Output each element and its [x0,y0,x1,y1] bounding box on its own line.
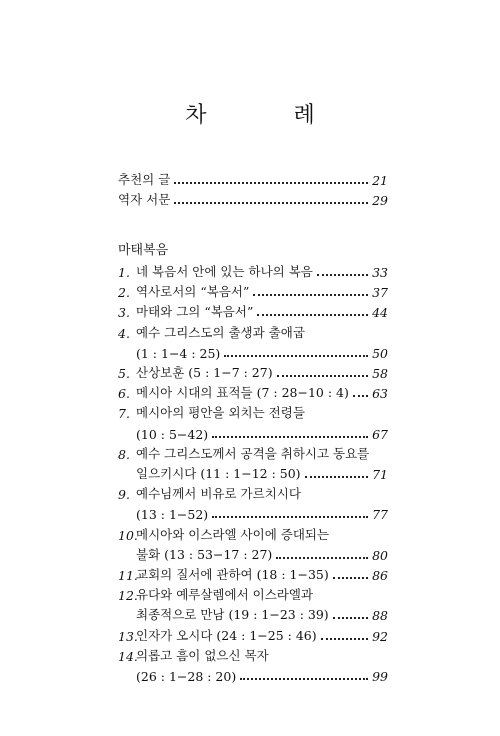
leader-dots [305,476,369,478]
toc-entry [118,381,388,401]
page-number: 37 [372,285,388,301]
page-number: 86 [372,568,388,583]
leader-dots [174,202,368,204]
chapter-number: 6. [118,386,130,402]
page-number: 44 [372,305,388,321]
entry-text: 메시아 시대의 표적들 (7 : 28−10 : 4) [136,385,349,401]
chapter-number: 13. [118,628,138,644]
leader-dots [317,274,368,276]
page-number: 58 [372,366,388,381]
page-number: 21 [372,173,388,188]
entry-text: 네 복음서 안에 있는 하나의 복음 [136,264,313,279]
page-number: 63 [372,386,388,402]
toc-entry [118,583,388,603]
entry-text: 역사로서의 “복음서” [136,284,250,300]
chapter-number: 9. [118,487,130,503]
page-number: 33 [372,265,388,280]
leader-dots [333,577,368,579]
toc-entry [118,280,388,300]
entry-text: 예수님께서 비유로 가르치시다 [136,486,301,502]
chapter-number: 11. [118,568,138,583]
toc-entry [118,482,388,502]
leader-dots [240,678,368,680]
page-number: 80 [372,547,388,563]
toc-entry [118,563,388,583]
entry-text: (13 : 1−52) [136,507,209,523]
entry-text: 메시아와 이스라엘 사이에 증대되는 [136,526,330,542]
entry-text: 의롭고 흠이 없으신 목자 [136,647,269,663]
leader-dots [333,617,368,619]
toc-entry [118,401,388,421]
leader-dots [353,395,368,397]
leader-dots [224,355,368,357]
leader-dots [174,182,368,184]
entry-text: 교회의 질서에 관하여 (18 : 1−35) [136,567,329,582]
toc-entry [118,442,388,462]
entry-text: (10 : 5−42) [136,426,209,442]
page-number: 88 [372,608,388,624]
chapter-number: 3. [118,305,130,321]
entry-text: 불화 (13 : 53−17 : 27) [136,546,273,562]
toc-entry-continuation [118,502,388,522]
chapter-number: 7. [118,406,130,422]
toc-entry-continuation [118,341,388,361]
entry-text: 예수 그리스도께서 공격을 취하시고 동요를 [136,445,370,461]
leader-dots [253,294,368,296]
toc-entry [118,300,388,320]
section-heading: 마태복음 [118,243,169,258]
toc-entry [118,644,388,664]
entry-text: 산상보훈 (5 : 1−7 : 27) [136,365,273,380]
entry-text: (26 : 1−28 : 20) [136,669,237,684]
toc-entry [118,260,388,280]
entry-text: 메시아의 평안을 외치는 전령들 [136,405,305,421]
page-number: 29 [372,193,388,208]
toc-entry-continuation [118,462,388,482]
leader-dots [212,436,368,438]
entry-text: 최종적으로 만남 (19 : 1−23 : 39) [136,607,329,623]
leader-dots [276,557,368,559]
leader-dots [257,314,368,316]
chapter-number: 5. [118,366,130,381]
page-number: 67 [372,426,388,442]
chapter-number: 12. [118,588,138,604]
chapter-number: 14. [118,648,138,664]
toc-entry [118,321,388,341]
toc-entry [118,361,388,381]
leader-dots [321,638,368,640]
chapter-number: 1. [118,265,130,280]
page-number: 71 [372,467,388,482]
entry-text: 역자 서문 [118,192,171,207]
toc-entry-continuation [118,422,388,442]
toc-entry [118,624,388,644]
page-number: 92 [372,628,388,644]
entry-text: 마태와 그의 “복음서” [136,304,254,320]
front-entry [118,168,388,188]
front-entry [118,188,388,208]
leader-dots [212,516,368,518]
chapter-number: 8. [118,446,130,462]
page-title: 차 례 [185,103,355,128]
toc-entry [118,523,388,543]
toc-entry-continuation [118,543,388,563]
toc-entry-continuation [118,603,388,623]
entry-text: (1 : 1−4 : 25) [136,345,221,361]
entry-text: 추천의 글 [118,172,171,187]
page-number: 99 [372,669,388,684]
page-number: 77 [372,507,388,523]
chapter-number: 4. [118,325,130,341]
page-number: 50 [372,345,388,361]
entry-text: 예수 그리스도의 출생과 출애굽 [136,324,305,340]
leader-dots [277,375,369,377]
chapter-number: 2. [118,285,130,301]
toc-entry-continuation [118,664,388,684]
chapter-number: 10. [118,527,138,543]
entry-text: 일으키시다 (11 : 1−12 : 50) [136,466,301,481]
entry-text: 유다와 예루살렘에서 이스라엘과 [136,587,313,603]
entry-text: 인자가 오시다 (24 : 1−25 : 46) [136,627,317,643]
